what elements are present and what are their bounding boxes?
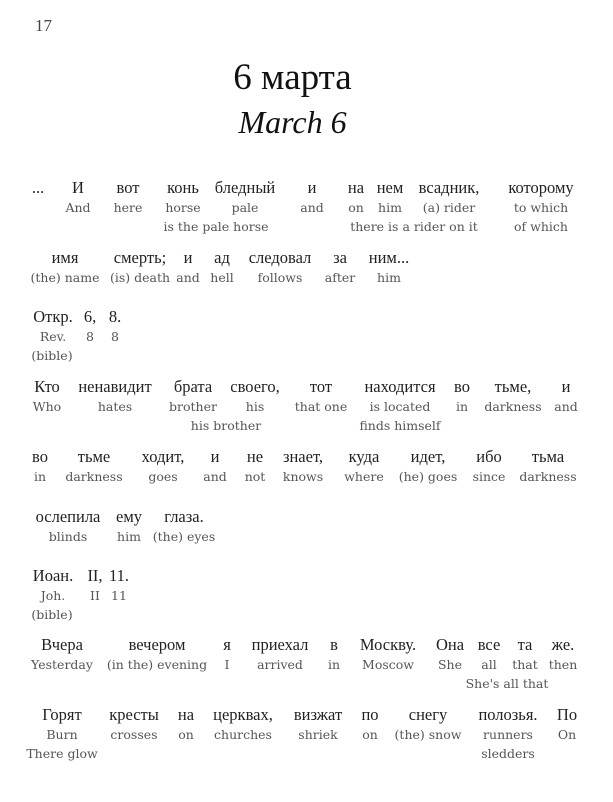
russian-word: которому — [508, 178, 574, 197]
english-gloss: brother — [169, 399, 217, 414]
page-subtitle: March 6 — [238, 104, 347, 140]
russian-word: ибо — [476, 447, 502, 466]
russian-word: ненавидит — [78, 377, 152, 396]
russian-word: во — [454, 377, 470, 396]
gloss-note: is the pale horse — [163, 219, 269, 234]
english-gloss: Moscow — [362, 657, 414, 672]
gloss-note: She's all that — [465, 676, 549, 691]
english-gloss: after — [324, 270, 356, 285]
russian-word: та — [517, 635, 533, 654]
english-gloss: that — [512, 657, 538, 672]
english-gloss: to which — [513, 200, 569, 215]
russian-word: же. — [551, 635, 575, 654]
russian-word: Горят — [42, 705, 82, 724]
russian-word: всадник, — [418, 178, 480, 197]
english-gloss: here — [113, 200, 143, 215]
russian-word: Кто — [34, 377, 60, 396]
gloss-note: There glow — [26, 746, 98, 761]
russian-word: глаза. — [164, 507, 204, 526]
english-gloss: blinds — [48, 529, 88, 544]
gloss-note: his brother — [190, 418, 262, 433]
english-gloss: And — [65, 200, 91, 215]
russian-word: я — [223, 635, 231, 654]
english-gloss: not — [244, 469, 266, 484]
russian-word: ослепила — [35, 507, 101, 526]
russian-word: И — [72, 178, 84, 197]
page-title: 6 марта — [233, 57, 352, 98]
russian-word: Вчера — [41, 635, 83, 654]
english-gloss: pale — [231, 200, 259, 215]
english-gloss: crosses — [110, 727, 158, 742]
russian-word: и — [561, 377, 571, 396]
russian-word: Она — [435, 635, 465, 654]
english-gloss: Who — [32, 399, 62, 414]
russian-word: ... — [31, 178, 45, 197]
russian-word: вечером — [128, 635, 186, 654]
english-gloss: 11 — [111, 588, 127, 603]
english-gloss: II — [90, 588, 100, 603]
english-gloss: where — [344, 469, 384, 484]
russian-word: за — [333, 248, 347, 267]
gloss-note: sledders — [481, 746, 535, 761]
russian-word: кресты — [109, 705, 159, 724]
english-gloss: darkness — [65, 469, 123, 484]
english-gloss: I — [224, 657, 230, 672]
russian-word: ним... — [368, 248, 410, 267]
english-gloss: since — [472, 469, 506, 484]
english-gloss: shriek — [298, 727, 338, 742]
english-gloss: Burn — [46, 727, 78, 742]
english-gloss: 8 — [111, 329, 119, 344]
russian-word: ходит, — [141, 447, 185, 466]
english-gloss: Joh. — [40, 588, 66, 603]
russian-word: своего, — [230, 377, 280, 396]
russian-word: Москву. — [359, 635, 417, 654]
russian-word: тьме — [77, 447, 111, 466]
russian-word: тьма — [531, 447, 565, 466]
russian-word: тьме, — [494, 377, 532, 396]
english-gloss: him — [117, 529, 141, 544]
russian-word: не — [246, 447, 264, 466]
russian-word: Откр. — [33, 307, 73, 326]
russian-word: брата — [173, 377, 213, 396]
page-number: 17 — [35, 16, 52, 35]
english-gloss: goes — [148, 469, 178, 484]
russian-word: имя — [51, 248, 79, 267]
english-gloss: (the) snow — [394, 727, 462, 742]
russian-word: все — [477, 635, 501, 654]
russian-word: следовал — [248, 248, 312, 267]
russian-word: ему — [115, 507, 143, 526]
russian-word: снегу — [408, 705, 448, 724]
english-gloss: and — [176, 270, 200, 285]
english-gloss: runners — [483, 727, 533, 742]
russian-word: нем — [376, 178, 404, 197]
gloss-note: of which — [514, 219, 568, 234]
russian-word: и — [307, 178, 317, 197]
russian-word: По — [556, 705, 578, 724]
english-gloss: She — [437, 657, 463, 672]
english-gloss: on — [178, 727, 194, 742]
gloss-note: finds himself — [359, 418, 441, 433]
russian-word: в — [330, 635, 338, 654]
english-gloss: (he) goes — [398, 469, 458, 484]
english-gloss: then — [548, 657, 578, 672]
russian-word: церквах, — [213, 705, 273, 724]
russian-word: 11. — [108, 566, 130, 585]
english-gloss: in — [455, 399, 469, 414]
russian-word: смерть; — [113, 248, 167, 267]
english-gloss: and — [300, 200, 324, 215]
russian-word: на — [177, 705, 195, 724]
russian-word: конь — [167, 178, 199, 197]
english-gloss: knows — [282, 469, 324, 484]
russian-word: во — [32, 447, 48, 466]
english-gloss: Rev. — [39, 329, 67, 344]
english-gloss: (the) eyes — [152, 529, 216, 544]
english-gloss: darkness — [519, 469, 577, 484]
english-gloss: in — [327, 657, 341, 672]
english-gloss: in — [33, 469, 47, 484]
english-gloss: (in the) evening — [106, 657, 208, 672]
russian-word: 6, — [83, 307, 97, 326]
english-gloss: horse — [165, 200, 201, 215]
english-gloss: his — [245, 399, 265, 414]
english-gloss: hates — [97, 399, 133, 414]
english-gloss: on — [362, 727, 378, 742]
russian-word: по — [361, 705, 379, 724]
english-gloss: On — [557, 727, 577, 742]
russian-word: находится — [364, 377, 436, 396]
english-gloss: him — [377, 270, 401, 285]
russian-word: приехал — [251, 635, 309, 654]
russian-word: и — [183, 248, 193, 267]
russian-word: бледный — [214, 178, 276, 197]
english-gloss: is located — [369, 399, 431, 414]
english-gloss: and — [554, 399, 578, 414]
russian-word: 8. — [108, 307, 122, 326]
english-gloss: on — [348, 200, 364, 215]
gloss-note: there is a rider on it — [350, 219, 478, 234]
english-gloss: hell — [210, 270, 234, 285]
english-gloss: (the) name — [30, 270, 100, 285]
english-gloss: (a) rider — [422, 200, 476, 215]
english-gloss: churches — [214, 727, 272, 742]
russian-word: знает, — [282, 447, 324, 466]
russian-word: вот — [116, 178, 140, 197]
english-gloss: and — [203, 469, 227, 484]
english-gloss: darkness — [484, 399, 542, 414]
english-gloss: arrived — [257, 657, 303, 672]
russian-word: на — [347, 178, 365, 197]
english-gloss: that one — [294, 399, 348, 414]
english-gloss: him — [378, 200, 402, 215]
russian-word: Иоан. — [32, 566, 74, 585]
english-gloss: Yesterday — [31, 657, 93, 672]
russian-word: ад — [214, 248, 230, 267]
russian-word: II, — [87, 566, 103, 585]
english-gloss: 8 — [86, 329, 94, 344]
russian-word: визжат — [293, 705, 343, 724]
english-gloss: (is) death — [109, 270, 171, 285]
gloss-note: (bible) — [31, 348, 73, 363]
russian-word: и — [210, 447, 220, 466]
russian-word: куда — [348, 447, 380, 466]
russian-word: идет, — [410, 447, 446, 466]
russian-word: полозья. — [478, 705, 538, 724]
gloss-note: (bible) — [31, 607, 73, 622]
english-gloss: all — [481, 657, 497, 672]
russian-word: тот — [309, 377, 333, 396]
english-gloss: follows — [257, 270, 303, 285]
